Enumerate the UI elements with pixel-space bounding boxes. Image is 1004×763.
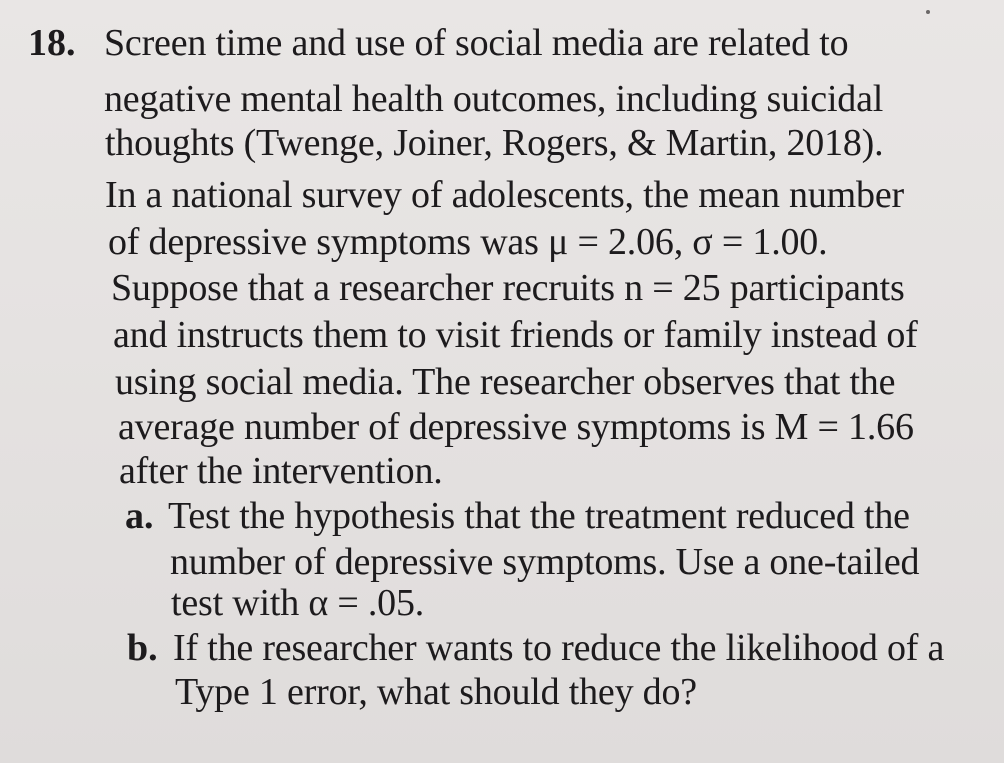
- dust-speck: [926, 10, 930, 14]
- part-a-line-1: Test the hypothesis that the treatment reduced the: [168, 495, 910, 537]
- problem-line-5: of depressive symptoms was μ = 2.06, σ = 1.00.: [108, 221, 828, 263]
- problem-line-4: In a national survey of adolescents, the mean number: [105, 174, 904, 216]
- part-b-label: b.: [127, 627, 158, 669]
- part-b-line-1: If the researcher wants to reduce the likelihood of a: [173, 627, 945, 669]
- part-b-line-2: Type 1 error, what should they do?: [175, 671, 697, 713]
- problem-line-9: average number of depressive symptoms is M = 1.66: [118, 406, 914, 448]
- problem-line-7: and instructs them to visit friends or family instead of: [113, 314, 918, 356]
- problem-line-6: Suppose that a researcher recruits n = 25 participants: [111, 267, 905, 309]
- part-a-label: a.: [125, 495, 154, 537]
- problem-number: 18.: [28, 22, 76, 64]
- problem-line-1: Screen time and use of social media are related to: [104, 22, 849, 64]
- problem-line-3: thoughts (Twenge, Joiner, Rogers, & Martin, 2018).: [105, 122, 884, 164]
- part-a-line-3: test with α = .05.: [171, 582, 425, 624]
- problem-line-10: after the intervention.: [119, 450, 443, 492]
- part-a-line-2: number of depressive symptoms. Use a one-tailed: [170, 541, 920, 583]
- problem-line-2: negative mental health outcomes, including suicidal: [104, 78, 884, 120]
- problem-line-8: using social media. The researcher observes that the: [115, 361, 896, 403]
